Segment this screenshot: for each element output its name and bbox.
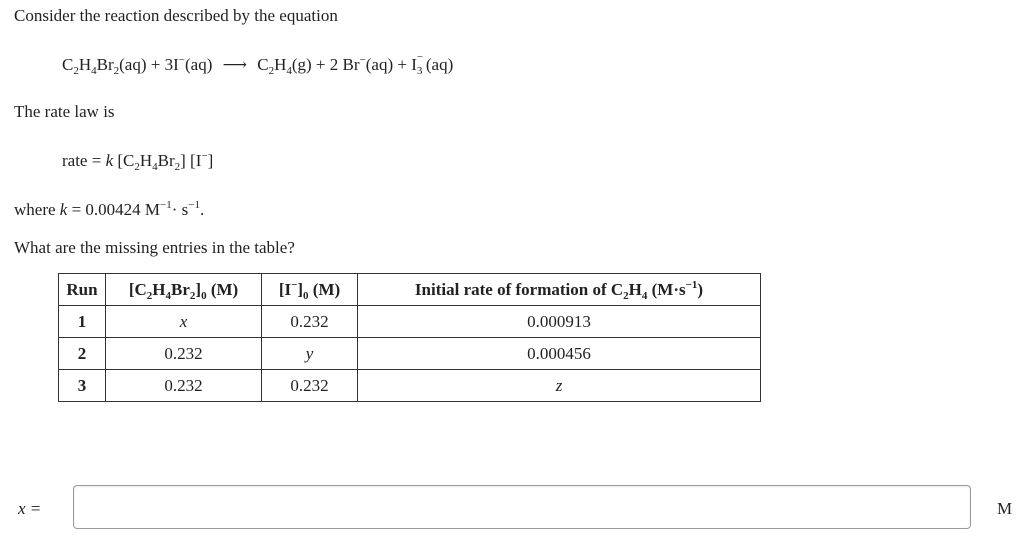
- eq-part: C: [257, 55, 269, 74]
- header-sub: 2: [623, 289, 629, 302]
- rate-law-part: rate =: [62, 151, 106, 170]
- rate-law-part: ] [I: [180, 151, 202, 170]
- rate-law-sub: 4: [152, 161, 158, 173]
- eq-part: C: [62, 55, 74, 74]
- intro-text: Consider the reaction described by the equation: [14, 6, 338, 25]
- eq-sub: 2: [268, 65, 275, 77]
- header-sup: −1: [685, 278, 698, 291]
- header-part: H: [152, 279, 166, 299]
- rate-law-part: ]: [207, 151, 214, 170]
- eq-part: Br: [342, 55, 360, 74]
- cell-iodide: y: [262, 338, 358, 370]
- eq-part: Br: [96, 55, 114, 74]
- header-part: (M): [206, 279, 239, 299]
- header-part: ]: [195, 279, 202, 299]
- rate-law-sub: 2: [174, 161, 181, 173]
- eq-sup: −: [178, 54, 185, 66]
- eq-sup: −: [359, 54, 366, 66]
- cell-iodide: 0.232: [262, 370, 358, 402]
- eq-sup: −: [416, 51, 424, 63]
- header-sub: 0: [303, 289, 309, 302]
- answer-label: x =: [18, 499, 42, 518]
- eq-part: (aq) + 3: [119, 55, 174, 74]
- rate-law-part: [C: [117, 151, 135, 170]
- header-c2h4br2-conc: [106, 274, 262, 306]
- question-text: What are the missing entries in the table?: [14, 238, 295, 257]
- table-row: [59, 370, 761, 402]
- header-part: (M·s: [647, 279, 686, 299]
- rate-constant-symbol: k: [105, 151, 114, 170]
- cell-rate: z: [358, 370, 761, 402]
- cell-run: 1: [59, 306, 106, 338]
- header-part: Initial rate of formation of C: [414, 279, 624, 299]
- header-part: H: [628, 279, 642, 299]
- header-part: [I: [278, 279, 292, 299]
- reaction-arrow-icon: ⟶: [222, 55, 247, 74]
- where-sup: −1: [188, 199, 200, 211]
- header-iodide-conc: [262, 274, 358, 306]
- table-header-row: [59, 274, 761, 306]
- answer-unit: M: [997, 499, 1013, 518]
- where-part: = 0.00424 M: [67, 200, 161, 219]
- header-part: (M): [308, 279, 341, 299]
- header-sub: 2: [189, 289, 196, 302]
- where-part: where: [14, 200, 60, 219]
- eq-part: (aq): [425, 55, 454, 74]
- reaction-equation: [62, 51, 454, 77]
- where-part: .: [200, 200, 205, 219]
- eq-sub: 3: [416, 65, 423, 77]
- eq-part: I: [173, 55, 179, 74]
- header-part: [C: [128, 279, 147, 299]
- eq-part: H: [274, 55, 287, 74]
- where-part: · s: [171, 200, 189, 219]
- where-sup: −1: [160, 199, 172, 211]
- eq-part: (g) + 2: [291, 55, 339, 74]
- rate-law-sup: −: [201, 150, 208, 162]
- rate-data-table: [58, 273, 761, 402]
- header-part: ]: [297, 279, 304, 299]
- cell-run: 2: [59, 338, 106, 370]
- cell-run: 3: [59, 370, 106, 402]
- eq-sub: 4: [91, 65, 97, 77]
- eq-part: I: [411, 55, 417, 74]
- eq-part: H: [78, 55, 92, 74]
- cell-iodide: 0.232: [262, 306, 358, 338]
- rate-law-part: H: [139, 151, 153, 170]
- header-part: Br: [171, 279, 190, 299]
- rate-law-part: Br: [157, 151, 175, 170]
- rate-constant-symbol: k: [59, 200, 68, 219]
- cell-c2h4br2: 0.232: [106, 370, 262, 402]
- header-run: Run: [59, 274, 106, 306]
- cell-rate: 0.000913: [358, 306, 761, 338]
- eq-sub: 2: [113, 65, 120, 77]
- eq-supsub: [416, 51, 426, 77]
- table-row: [59, 338, 761, 370]
- rate-law-sub: 2: [134, 161, 140, 173]
- header-sub: 4: [165, 289, 171, 302]
- rate-law: [62, 151, 213, 171]
- answer-x-input[interactable]: [73, 485, 971, 529]
- eq-part: (aq) +: [365, 55, 412, 74]
- eq-sub: 2: [73, 65, 79, 77]
- rate-constant-text: [14, 200, 204, 220]
- cell-c2h4br2: x: [106, 306, 262, 338]
- rate-law-intro: The rate law is: [14, 102, 115, 121]
- eq-sub: 4: [286, 65, 292, 77]
- cell-rate: 0.000456: [358, 338, 761, 370]
- cell-c2h4br2: 0.232: [106, 338, 262, 370]
- header-sub: 2: [146, 289, 153, 302]
- header-part: ): [697, 279, 704, 299]
- header-initial-rate: [358, 274, 761, 306]
- header-sub: 0: [201, 289, 207, 302]
- eq-part: (aq): [184, 55, 213, 74]
- table-row: [59, 306, 761, 338]
- header-sup: −: [291, 278, 298, 291]
- header-sub: 4: [641, 289, 648, 302]
